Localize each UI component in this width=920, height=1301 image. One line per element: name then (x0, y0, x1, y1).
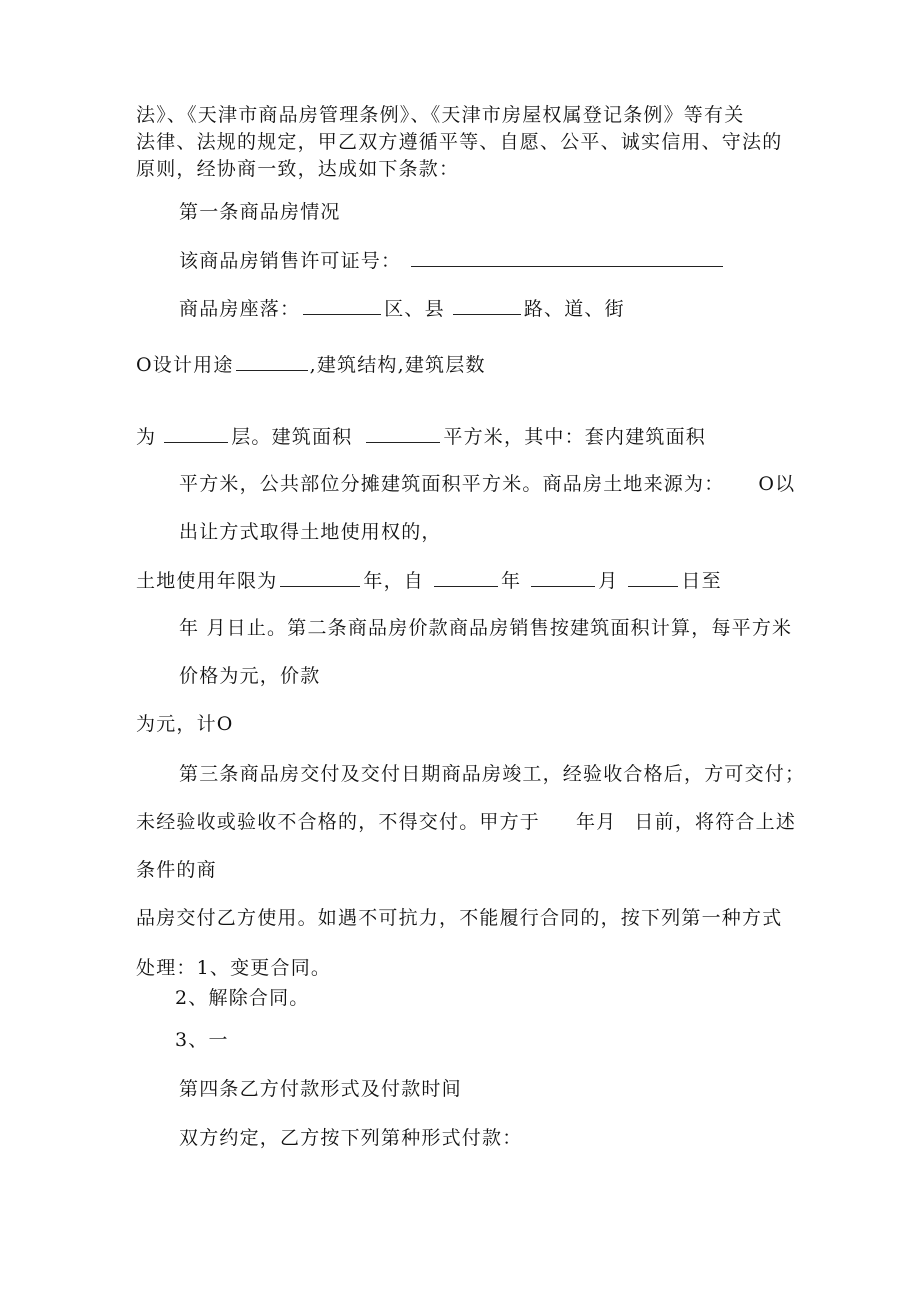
payment-agreement-line: 双方约定，乙方按下列第种形式付款： (179, 1127, 523, 1149)
floors-prefix: 为 (136, 426, 157, 448)
road-label: 路、道、街 (523, 298, 625, 320)
design-use-label: O设计用途 (136, 354, 234, 376)
district-blank (303, 296, 381, 315)
unit-price-line: 价格为元，价款 (179, 665, 321, 687)
floors-blank (164, 424, 228, 443)
inner-area-label: 平方米，其中：套内建筑面积 (443, 426, 707, 448)
sales-permit-line (179, 248, 726, 273)
floor-area-blank (366, 424, 440, 443)
location-label: 商品房座落： (179, 298, 301, 320)
shared-area-text: 平方米，公共部位分摊建筑面积平方米。商品房土地来源为： (179, 473, 725, 495)
end-date-label: 日至 (681, 570, 722, 592)
delivery-text: 未经验收或验收不合格的，不得交付。甲方于 (136, 811, 541, 833)
land-term-years: 年，自 (363, 570, 425, 592)
land-term-blank (280, 568, 360, 587)
start-year-blank (434, 568, 498, 587)
land-right-line: 出让方式取得土地使用权的， (179, 521, 442, 543)
start-day-blank (628, 568, 678, 587)
design-use-blank (236, 352, 308, 371)
district-label: 区、县 (384, 298, 445, 320)
floor-area-label: 层。建筑面积 (231, 426, 353, 448)
paragraph-line-2: 法律、法规的规定，甲乙双方遵循平等、自愿、公平、诚实信用、守法的 (136, 131, 783, 153)
delivery-condition-text: 日前，将符合上述 (634, 811, 797, 833)
article-3-line-1: 第三条商品房交付及交付日期商品房竣工，经验收合格后，方可交付； (179, 763, 806, 785)
sales-permit-blank (411, 248, 723, 267)
design-use-line (136, 352, 486, 377)
article-3-line-3: 条件的商 (136, 859, 217, 881)
option-3-line: 3、一 (175, 1029, 229, 1051)
location-line (179, 296, 625, 321)
land-source-text: O以 (758, 473, 796, 495)
option-2-line: 2、解除合同。 (175, 987, 310, 1009)
paragraph-line-1: 法》、《天津市商品房管理条例》、《天津市房屋权属登记条例》等有关 (136, 104, 745, 126)
paragraph-line-3: 原则，经协商一致，达成如下条款： (136, 158, 460, 180)
article-3-line-4: 品房交付乙方使用。如遇不可抗力，不能履行合同的，按下列第一种方式 (136, 907, 783, 929)
article-3-line-2 (136, 810, 796, 834)
article-4-heading: 第四条乙方付款形式及付款时间 (179, 1078, 462, 1100)
land-term-label: 土地使用年限为 (136, 570, 278, 592)
total-price-line: 为元，计O (136, 713, 234, 735)
delivery-date-label: 年月 (576, 811, 617, 833)
shared-area-line (179, 472, 795, 496)
start-month-blank (531, 568, 595, 587)
option-1-line: 处理：1、变更合同。 (136, 957, 332, 979)
road-blank (453, 296, 521, 315)
sales-permit-label: 该商品房销售许可证号： (179, 250, 402, 272)
structure-label: ,建筑结构,建筑层数 (309, 354, 486, 376)
article-1-heading: 第一条商品房情况 (179, 201, 341, 223)
price-line: 年 月日止。第二条商品房价款商品房销售按建筑面积计算，每平方米 (179, 617, 793, 639)
floors-area-line (136, 424, 706, 449)
land-term-line (136, 568, 722, 593)
start-month-label: 月 (598, 570, 619, 592)
start-year-label: 年 (501, 570, 522, 592)
